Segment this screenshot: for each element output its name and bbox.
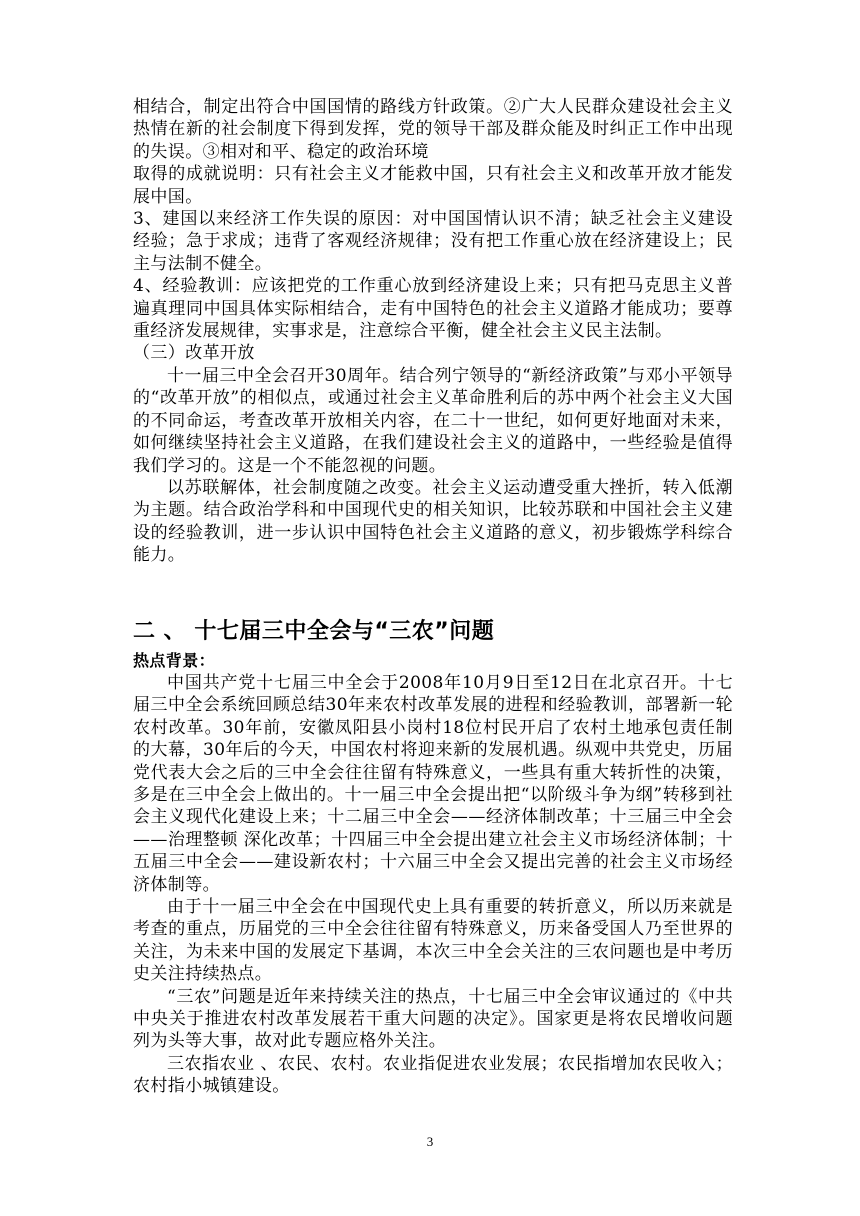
paragraph: 三农指农业 、农民、农村。农业指促进农业发展；农民指增加农民收入；农村指小城镇建设。 — [133, 1053, 733, 1097]
paragraph: 中国共产党十七届三中全会于2008年10月9日至12日在北京召开。十七届三中全会系统回顾总结30年来农村改革发展的进程和经验教训，部署新一轮农村改革。30年前，安徽凤阳县小岗村18位村民开启了农村土地承包责任制的大幕，30年后的今天，中国农村将迎来新的发展机遇。纵观中共党史，历届党代表大会之后的三中全会往往留有特殊意义，一些具有重大转折性的决策，多是在三中全会上做出的。十一届三中全会提出把“以阶级斗争为纲”转移到社会主义现代化建设上来；十二届三中全会——经济体制改革；十三届三中全会——治理整顿 深化改革；十四届三中全会提出建立社会主义市场经济体制；十五届三中全会——建设新农村；十六届三中全会又提出完善的社会主义市场经济体制等。 — [133, 672, 733, 895]
subsection-heading: （三）改革开放 — [133, 343, 255, 364]
paragraph: 取得的成就说明：只有社会主义才能救中国，只有社会主义和改革开放才能发展中国。 — [133, 164, 733, 207]
section-heading: 二 、 十七届三中全会与“三农”问题 — [133, 618, 495, 644]
page-number: 3 — [426, 1134, 434, 1149]
paragraph: “三农”问题是近年来持续关注的热点，十七届三中全会审议通过的《中共中央关于推进农村改革发展若干重大问题的决定》。国家更是将农民增收问题列为头等大事，故对此专题应格外关注。 — [133, 986, 733, 1052]
paragraph: 4、经验教训：应该把党的工作重心放到经济建设上来；只有把马克思主义普遍真理同中国具体实际相结合，走有中国特色的社会主义道路才能成功；要尊重经济发展规律，实事求是，注意综合平衡，健全社会主义民主法制。 — [133, 276, 733, 342]
paragraph: 相结合，制定出符合中国国情的路线方针政策。②广大人民群众建设社会主义热情在新的社会制度下得到发挥，党的领导干部及群众能及时纠正工作中出现的失误。③相对和平、稳定的政治环境 — [133, 97, 733, 162]
document-body — [133, 96, 733, 1098]
paragraph: 十一届三中全会召开30周年。结合列宁领导的“新经济政策”与邓小平领导的“改革开放”的相似点，或通过社会主义革命胜利后的苏中两个社会主义大国的不同命运，考查改革开放相关内容，在二十一世纪，如何更好地面对未来，如何继续坚持社会主义道路，在我们建设社会主义的道路中，一些经验是值得我们学习的。这是一个不能忽视的问题。 — [133, 365, 733, 476]
paragraph: 以苏联解体，社会制度随之改变。社会主义运动遭受重大挫折，转入低潮为主题。结合政治学科和中国现代史的相关知识，比较苏联和中国社会主义建设的经验教训，进一步认识中国特色社会主义道路的意义，初步锻炼学科综合能力。 — [133, 477, 733, 566]
section-gap — [133, 567, 733, 614]
paragraph: 由于十一届三中全会在中国现代史上具有重要的转折意义，所以历来就是考查的重点，历届党的三中全会往往留有特殊意义，历来备受国人乃至世界的关注，为未来中国的发展定下基调，本次三中全会关注的三农问题也是中考历史关注持续热点。 — [133, 897, 733, 985]
background-label: 热点背景： — [133, 650, 216, 670]
paragraph: 3、建国以来经济工作失误的原因：对中国国情认识不清；缺乏社会主义建设经验；急于求成；违背了客观经济规律；没有把工作重心放在经济建设上；民主与法制不健全。 — [133, 209, 733, 274]
